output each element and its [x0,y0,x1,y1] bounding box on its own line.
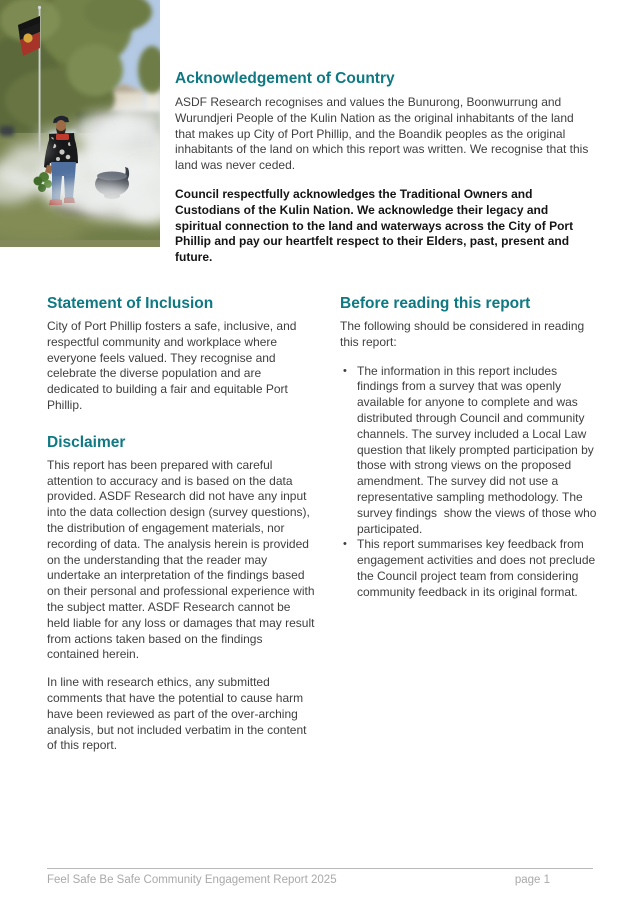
inclusion-body: City of Port Phillip fosters a safe, inclusive, and respectful community and workplace where everyone feels valued. They recognise and celebrate the diverse population and are dedicated to building a fair and equitable Port Phillip. [47,319,297,412]
acknowledgement-heading: Acknowledgement of Country [175,70,395,87]
footer-report-title: Feel Safe Be Safe Community Engagement Report 2025 [47,874,337,886]
left-column [47,295,315,754]
acknowledgement-bold-note: Council respectfully acknowledges the Traditional Owners and Custodians of the Kulin Nation. We acknowledge their legacy and spiritual connection to the land and waterways across the City of Port Phillip and pay our heartfelt respect to their Elders, past, present and future. [175,186,574,265]
right-column [340,295,600,601]
acknowledgement-body: ASDF Research recognises and values the Bunurong, Boonwurrung and Wurundjeri People of the Kulin Nation as the original inhabitants of the land that makes up City of Port Phillip, and the Boandik peoples as the original inhabitants of the land on which this report was written. We recognise that this land was never ceded. [175,95,589,173]
bullet-text: This report summarises key feedback from engagement activities and does not preclude the Council project team from considering community feedback in its original format. [357,537,599,599]
before-reading-heading: Before reading this report [340,295,531,312]
footer-divider [47,868,593,869]
list-item [340,363,600,538]
footer-page-number: page 1 [514,874,550,886]
disclaimer-heading: Disclaimer [47,433,126,451]
smoking-ceremony-photo [0,0,160,247]
inclusion-heading: Statement of Inclusion [47,295,214,312]
acknowledgement-section [175,70,596,266]
smoking-ceremony-illustration [0,0,160,247]
before-reading-intro: The following should be considered in reading this report: [340,319,585,349]
bullet-icon: • [343,538,347,551]
disclaimer-paragraph-1: This report has been prepared with careful attention to accuracy and is based on the data provided. ASDF Research did not have any input into the data collection design (survey questions), the distribution of engagement materials, nor recording of data. The analysis herein is provided on the understanding that the reader may undertake an interpretation of the findings based on their personal and professional experience with the subject matter. ASDF Research cannot be held liable for any loss or damages that may result from actions taken based on the findings contained herein. [47,457,315,662]
bullet-icon: • [343,364,347,377]
bullet-text: The information in this report includes findings from a survey that was openly available for anyone to complete and was distributed through Council and community channels. The survey included a Local Law question that likely prompted participation by those with strong views on the proposed amendment. The survey did not use a representative sampling methodology. The survey findings show the views of those who participated. [357,363,600,536]
disclaimer-paragraph-2: In line with research ethics, any submitted comments that have the potential to cause harm have been reviewed as part of the over-arching analysis, but not included verbatim in the content of this report. [47,675,307,753]
before-reading-bullet-list [340,363,600,601]
list-item [340,537,597,600]
